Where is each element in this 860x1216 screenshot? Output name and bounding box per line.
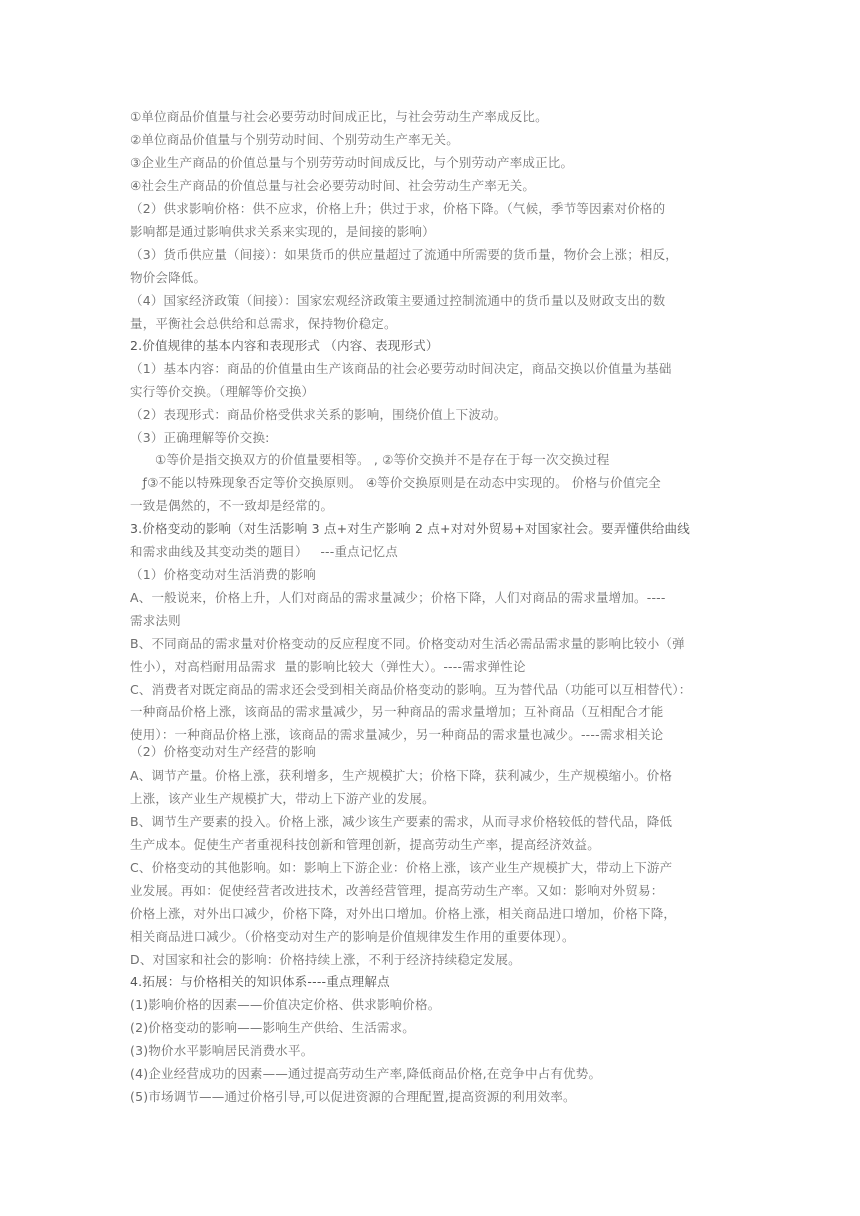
text-line: 和需求曲线及其变动类的题目） ---重点记忆点	[130, 544, 398, 559]
text-line: 一致是偶然的，不一致却是经常的。	[130, 498, 334, 513]
text-line: (3)物价水平影响居民消费水平。	[130, 1043, 314, 1058]
section-heading: 2.价值规律的基本内容和表现形式 （内容、表现形式）	[130, 338, 439, 353]
text-line: （1）基本内容：商品的价值量由生产该商品的社会必要劳动时间决定，商品交换以价值量为基础	[130, 361, 672, 376]
text-line: 量，平衡社会总供给和总需求，保持物价稳定。	[130, 316, 397, 331]
text-line: B、不同商品的需求量对价格变动的反应程度不同。价格变动对生活必需品需求量的影响比较小（弹	[130, 636, 685, 651]
text-line: A、一般说来，价格上升，人们对商品的需求量减少；价格下降，人们对商品的需求量增加。----	[130, 590, 666, 605]
section-heading: 4.拓展：与价格相关的知识体系----重点理解点	[130, 974, 390, 989]
text-line: 一种商品价格上涨，该商品的需求量减少，另一种商品的需求量增加；互补商品（互相配合才能	[130, 704, 664, 719]
text-line: 实行等价交换。（理解等价交换）	[130, 384, 315, 399]
text-line: 上涨，该产业生产规模扩大，带动上下游产业的发展。	[130, 791, 435, 806]
text-line: 影响都是通过影响供求关系来实现的，是间接的影响）	[130, 224, 435, 239]
text-line: B、调节生产要素的投入。价格上涨，减少该生产要素的需求，从而寻求价格较低的替代品，降低	[130, 814, 673, 829]
text-line: 需求法则	[130, 613, 181, 628]
text-line: C、价格变动的其他影响。如：影响上下游企业：价格上涨，该产业生产规模扩大，带动上下游产	[130, 860, 673, 875]
text-line: （3）货币供应量（间接）：如果货币的供应量超过了流通中所需要的货币量，物价会上涨；相反，	[130, 247, 679, 262]
text-line: 生产成本。促使生产者重视科技创新和管理创新，提高劳动生产率，提高经济效益。	[130, 837, 600, 852]
text-line: (4)企业经营成功的因素——通过提高劳动生产率,降低商品价格,在竞争中占有优势。	[130, 1066, 602, 1081]
text-line: (1)影响价格的因素——价值决定价格、供求影响价格。	[130, 997, 441, 1012]
text-line: （3）正确理解等价交换:	[130, 430, 270, 445]
text-line: ƒ③不能以特殊现象否定等价交换原则。 ④等价交换原则是在动态中实现的。 价格与价值完全	[130, 475, 661, 490]
text-line: ④社会生产商品的价值总量与社会必要劳动时间、社会劳动生产率无关。	[130, 178, 536, 193]
text-line: （2）供求影响价格：供不应求，价格上升；供过于求，价格下降。（气候，季节等因素对价格的	[130, 201, 666, 216]
text-line: 相关商品进口减少。（价格变动对生产的影响是价值规律发生作用的重要体现）。	[130, 929, 575, 944]
text-line: ①单位商品价值量与社会必要劳动时间成正比，与社会劳动生产率成反比。	[130, 109, 548, 124]
text-line: (2)价格变动的影响——影响生产供给、生活需求。	[130, 1020, 416, 1035]
text-line: (5)市场调节——通过价格引导,可以促进资源的合理配置,提高资源的利用效率。	[130, 1089, 576, 1104]
text-line: ③企业生产商品的价值总量与个别劳劳动时间成反比，与个别劳动产率成正比。	[130, 155, 574, 170]
text-line: C、消费者对既定商品的需求还会受到相关商品价格变动的影响。互为替代品（功能可以互相替代）：	[130, 682, 692, 697]
text-line: 使用）：一种商品价格上涨，该商品的需求量减少，另一种商品的需求量也减少。----需求相关论	[130, 727, 664, 742]
text-line: ②单位商品价值量与个别劳动时间、个别劳动生产率无关。	[130, 132, 459, 147]
text-line: （4）国家经济政策（间接）：国家宏观经济政策主要通过控制流通中的货币量以及财政支出的数	[130, 293, 666, 308]
text-line: （1）价格变动对生活消费的影响	[130, 567, 316, 582]
text-line: （2）表现形式：商品价格受供求关系的影响，围绕价值上下波动。	[130, 407, 507, 422]
text-line: A、调节产量。价格上涨，获利增多，生产规模扩大；价格下降，获利减少，生产规模缩小。价格	[130, 768, 673, 783]
text-line: （2）价格变动对生产经营的影响	[130, 744, 316, 759]
section-heading: 3.价格变动的影响（对生活影响 3 点+对生产影响 2 点+对对外贸易+对国家社会。要弄懂供给曲线	[130, 521, 690, 536]
text-line: 价格上涨，对外出口减少，价格下降，对外出口增加。价格上涨，相关商品进口增加，价格下降，	[130, 906, 677, 921]
text-line: 性小），对高档耐用品需求 量的影响比较大（弹性大）。----需求弹性论	[130, 659, 526, 674]
text-line: ①等价是指交换双方的价值量要相等。 , ②等价交换并不是存在于每一次交换过程	[130, 452, 610, 467]
text-line: D、对国家和社会的影响：价格持续上涨，不利于经济持续稳定发展。	[130, 952, 521, 967]
text-line: 业发展。再如：促使经营者改进技术，改善经营管理，提高劳动生产率。又如：影响对外贸易：	[130, 883, 664, 898]
text-line: 物价会降低。	[130, 270, 207, 285]
